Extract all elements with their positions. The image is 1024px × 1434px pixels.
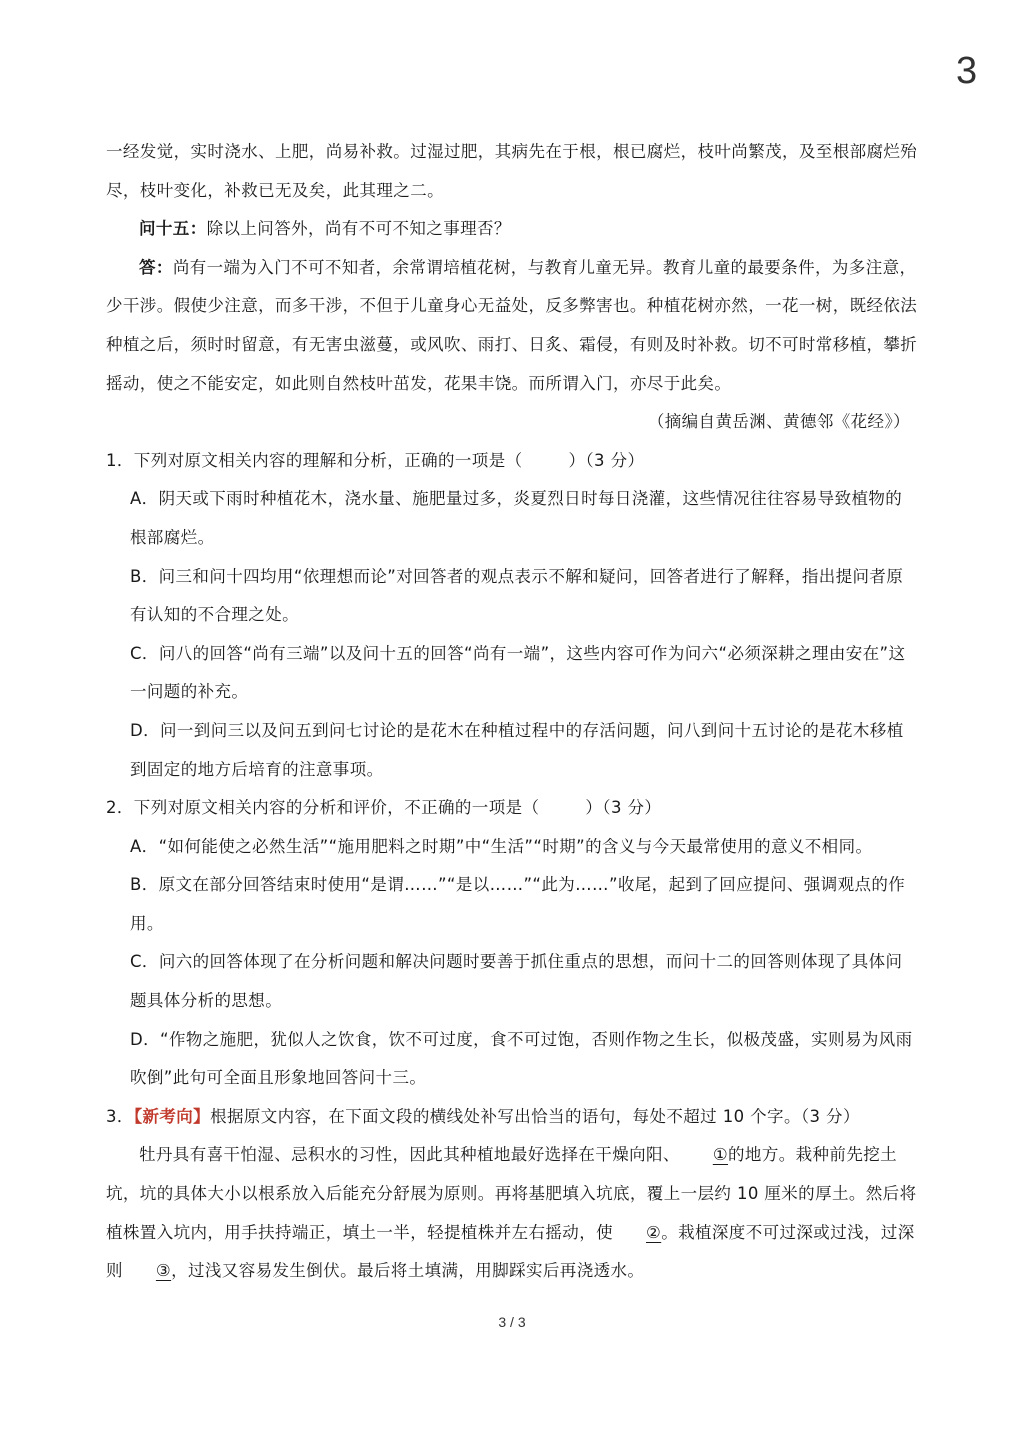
q15-label: 问十五： — [139, 219, 207, 239]
answer-label: 答： — [139, 257, 173, 277]
q3-number: 3． — [106, 1106, 134, 1126]
q1-score: ）（3 分） — [568, 450, 645, 470]
question-15 — [106, 210, 918, 249]
page-footer: 3 / 3 — [498, 1314, 526, 1330]
q1-stem-text: 1．下列对原文相关内容的理解和分析，正确的一项是（ — [106, 450, 523, 470]
document-body — [106, 133, 918, 1291]
q3-text-3: 。栽植深度不可过深或过浅，过深则 — [106, 1222, 915, 1281]
q2-option-c[interactable]: C．问六的回答体现了在分析问题和解决问题时要善于抓住重点的思想，而问十二的回答则体现了具体问题具体分析的思想。 — [130, 952, 903, 1011]
source-citation: （摘编自黄岳渊、黄德邻《花经》） — [647, 412, 910, 432]
q3-blank-1[interactable]: ① — [712, 1145, 729, 1165]
q1-option-b[interactable]: B．问三和问十四均用“依理想而论”对回答者的观点表示不解和疑问，回答者进行了解释，指出提问者原有认知的不合理之处。 — [130, 566, 904, 625]
q1-option-d[interactable]: D．问一到问三以及问五到问七讨论的是花木在种植过程中的存活问题，问八到问十五讨论的是花木移植到固定的地方后培育的注意事项。 — [130, 720, 904, 779]
q2-score: ）（3 分） — [585, 798, 662, 818]
q3-text-2: 的地方。栽种前先挖土坑，坑的具体大小以根系放入后能充分舒展为原则。再将基肥填入坑底，覆上一层约 10 厘米的厚土。然后将植株置入坑内，用手扶持端正，填土一半，轻提植株并左右摇动，使 — [106, 1145, 917, 1242]
q1-option-a[interactable]: A．阴天或下雨时种植花木，浇水量、施肥量过多，炎夏烈日时每日浇灌，这些情况往往容易导致植物的根部腐烂。 — [130, 489, 903, 547]
q15-text: 除以上问答外，尚有不可不知之事理否？ — [206, 219, 511, 239]
q3-text-4: ，过浅又容易发生倒伏。最后将土填满，用脚踩实后再浇透水。 — [171, 1261, 645, 1281]
q1-option-c[interactable]: C．问八的回答“尚有三端”以及问十五的回答“尚有一端”，这些内容可作为问六“必须深耕之理由安在”这一问题的补充。 — [130, 643, 906, 702]
q3-blank-3[interactable]: ③ — [155, 1261, 172, 1281]
q2-option-b[interactable]: B．原文在部分回答结束时使用“是谓……”“是以……”“此为……”收尾，起到了回应提问、强调观点的作用。 — [130, 875, 906, 933]
q2-option-d[interactable]: D．“作物之施肥，犹似人之饮食，饮不可过度，食不可过饱，否则作物之生长，似极茂盛，实则易为风雨吹倒”此句可全面且形象地回答问十三。 — [130, 1029, 913, 1088]
q3-new-tag: 【新考向】 — [133, 1106, 211, 1126]
question-2-stem — [106, 789, 918, 828]
q2-option-a[interactable]: A．“如何能使之必然生活”“施用肥料之时期”中“生活”“时期”的含义与今天最常使用的意义不相同。 — [130, 836, 873, 856]
corner-page-number: 3 — [956, 50, 978, 92]
q3-stem-text: 根据原文内容，在下面文段的横线处补写出恰当的语句，每处不超过 10 个字。（3 分） — [210, 1106, 860, 1126]
q3-paragraph — [106, 1136, 918, 1290]
q3-text-1: 牡丹具有喜干怕湿、忌积水的习性，因此其种植地最好选择在干燥向阳、 — [139, 1145, 680, 1165]
passage-paragraph: 一经发觉，实时浇水、上肥，尚易补救。过湿过肥，其病先在于根，根已腐烂，枝叶尚繁茂，及至根部腐烂殆尽，枝叶变化，补救已无及矣，此其理之二。 — [106, 142, 918, 200]
q3-blank-2[interactable]: ② — [646, 1222, 662, 1242]
answer-15 — [106, 249, 918, 403]
answer-text: 尚有一端为入门不可不知者，余常谓培植花树，与教育儿童无异。教育儿童的最要条件，为多注意，少干涉。假使少注意，而多干涉，不但于儿童身心无益处，反多弊害也。种植花树亦然，一花一树，既经依法种植之后，须时时留意，有无害虫滋蔓，或风吹、雨打、日炙、霜侵，有则及时补救。切不可时常移植，攀折摇动，使之不能安定，如此则自然枝叶茁发，花果丰饶。而所谓入门，亦尽于此矣。 — [106, 257, 918, 393]
q2-stem-text: 2．下列对原文相关内容的分析和评价，不正确的一项是（ — [106, 798, 540, 818]
question-1-stem — [106, 442, 918, 481]
question-3-stem — [106, 1098, 918, 1137]
